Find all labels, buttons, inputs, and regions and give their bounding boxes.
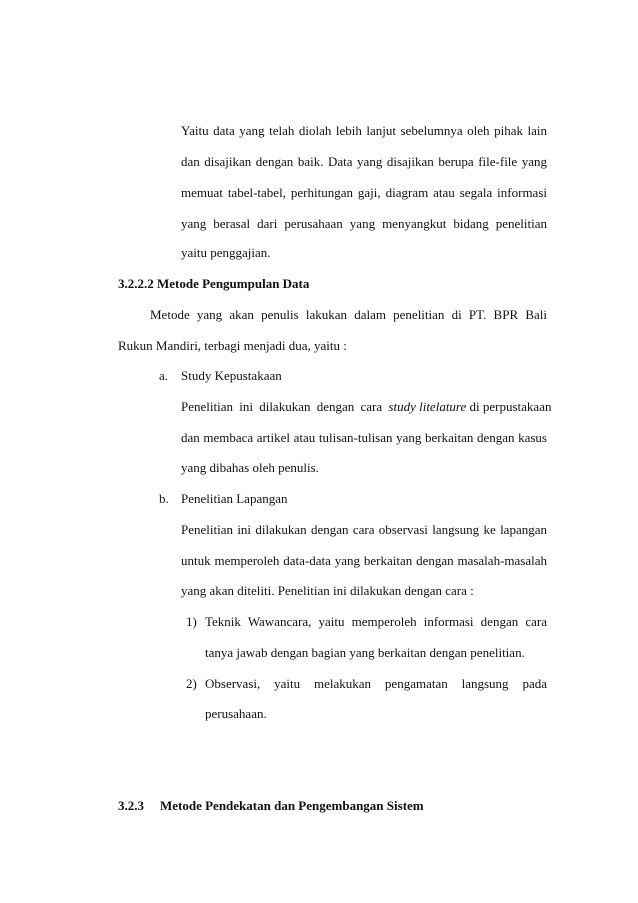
item-b-line-3: yang akan diteliti. Penelitian ini dilakukan dengan cara : (181, 583, 474, 598)
methods-paragraph-line-2: Rukun Mandiri, terbagi menjadi dua, yaitu : (118, 338, 347, 353)
sub-item-1-line-2: tanya jawab dengan bagian yang berkaitan dengan penelitian. (205, 645, 525, 660)
intro-line-3: memuat tabel-tabel, perhitungan gaji, diagram atau segala informasi (181, 185, 547, 200)
item-b-marker: b. (159, 491, 169, 506)
intro-line-4: yang berasal dari perusahaan yang menyangkut bidang penelitian (181, 216, 547, 231)
intro-line-5: yaitu penggajian. (181, 245, 271, 260)
sub-item-2-marker: 2) (186, 676, 197, 691)
section-heading-3222: 3.2.2.2 Metode Pengumpulan Data (118, 276, 310, 291)
item-a-line-1-pre: Penelitian ini dilakukan dengan cara (181, 399, 389, 414)
sub-item-2-line-2: perusahaan. (205, 706, 267, 721)
intro-line-1: Yaitu data yang telah diolah lebih lanjut sebelumnya oleh pihak lain (181, 123, 547, 138)
item-a-line-1-post: di perpustakaan (466, 399, 552, 414)
section-number-323: 3.2.3 (118, 798, 144, 813)
item-a-line-1-italic: study litelature (388, 399, 467, 414)
item-a-line-2: dan membaca artikel atau tulisan-tulisan yang berkaitan dengan kasus (181, 430, 547, 445)
item-a-marker: a. (159, 368, 169, 383)
intro-line-2: dan disajikan dengan baik. Data yang disajikan berupa file-file yang (181, 154, 547, 169)
item-a-title: Study Kepustakaan (181, 368, 282, 383)
sub-item-2-line-1: Observasi, yaitu melakukan pengamatan langsung pada (205, 676, 547, 691)
methods-paragraph-line-1: Metode yang akan penulis lakukan dalam penelitian di PT. BPR Bali (150, 307, 547, 322)
section-title-323: Metode Pendekatan dan Pengembangan Sistem (160, 798, 424, 813)
item-b-line-1: Penelitian ini dilakukan dengan cara observasi langsung ke lapangan (181, 522, 547, 537)
item-a-line-3: yang dibahas oleh penulis. (181, 460, 319, 475)
item-a-line-1 (181, 399, 552, 415)
item-b-line-2: untuk memperoleh data-data yang berkaitan dengan masalah-masalah (181, 553, 547, 568)
sub-item-1-line-1: Teknik Wawancara, yaitu memperoleh informasi dengan cara (205, 614, 547, 629)
sub-item-1-marker: 1) (186, 614, 197, 629)
item-b-title: Penelitian Lapangan (181, 491, 288, 506)
